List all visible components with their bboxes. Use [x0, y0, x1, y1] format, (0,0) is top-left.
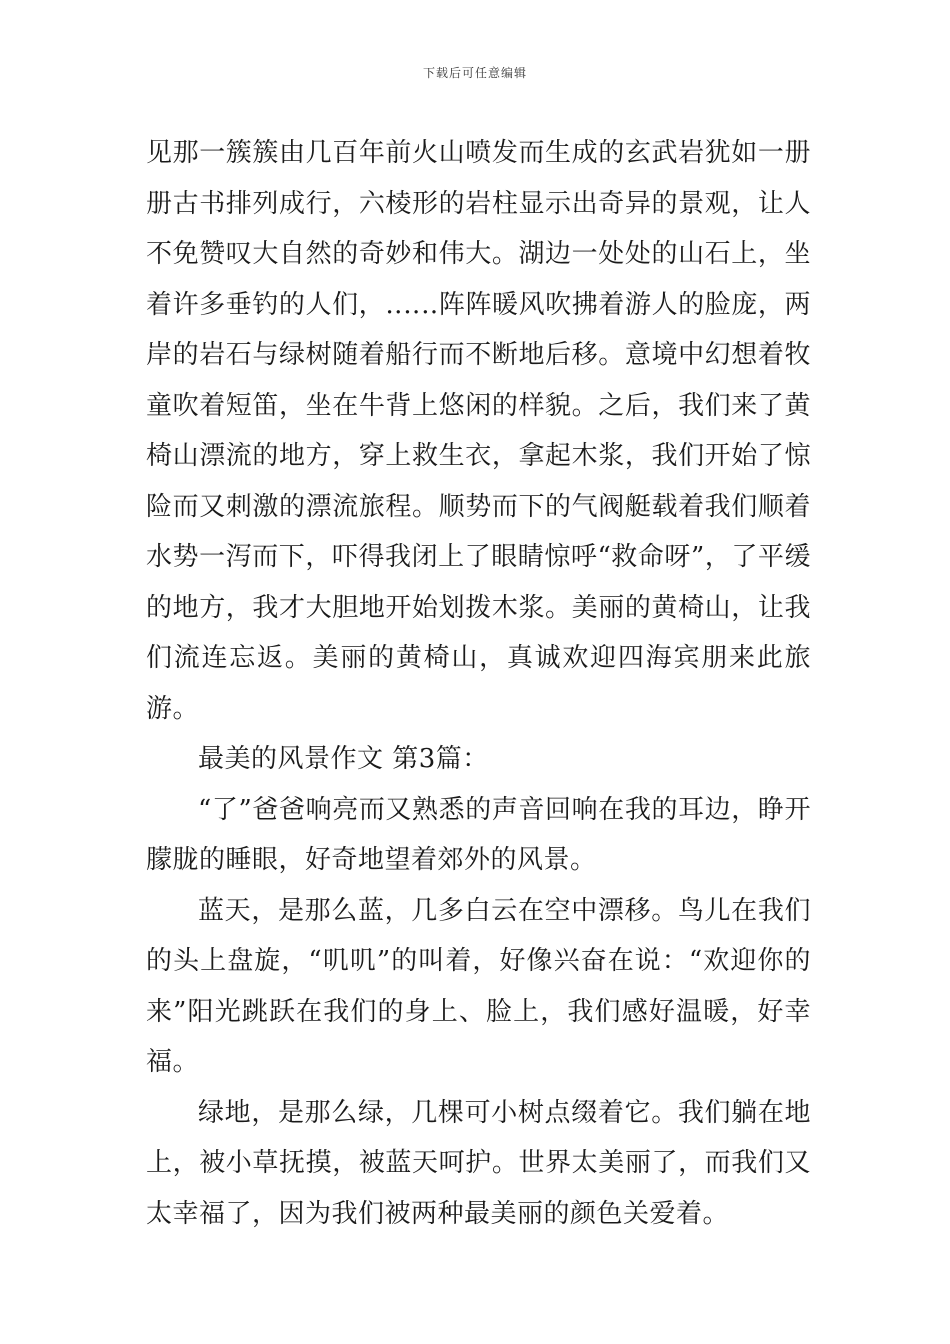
document-body [146, 128, 811, 1239]
paragraph-blue-sky: 蓝天，是那么蓝，几多白云在空中漂移。鸟儿在我们的头上盘旋，“叽叽”的叫着，好像兴奋在说：“欢迎你的来”阳光跳跃在我们的身上、脸上，我们感好温暖，好幸福。 [146, 895, 811, 1077]
section-title: 最美的风景作文 第3篇： [198, 744, 489, 774]
paragraph-dad-voice: “了”爸爸响亮而又熟悉的声音回响在我的耳边，睁开朦胧的睡眼，好奇地望着郊外的风景。 [146, 794, 811, 875]
paragraph-green-land: 绿地，是那么绿，几棵可小树点缀着它。我们躺在地上，被小草抚摸，被蓝天呵护。世界太美丽了，而我们又太幸福了，因为我们被两种最美丽的颜色关爱着。 [146, 1097, 811, 1229]
page-header: 下载后可任意编辑 [422, 66, 527, 80]
paragraph-continuation: 见那一簇簇由几百年前火山喷发而生成的玄武岩犹如一册册古书排列成行，六棱形的岩柱显示出奇异的景观，让人不免赞叹大自然的奇妙和伟大。湖边一处处的山石上，坐着许多垂钓的人们，‥‥‥阵阵暖风吹拂着游人的脸庞，两岸的岩石与绿树随着船行而不断地后移。意境中幻想着牧童吹着短笛，坐在牛背上悠闲的样貌。之后，我们来了黄椅山漂流的地方，穿上救生衣，拿起木浆，我们开始了惊险而又刺激的漂流旅程。顺势而下的气阀艇载着我们顺着水势一泻而下，吓得我闭上了眼睛惊呼“救命呀”，了平缓的地方，我才大胆地开始划拨木浆。美丽的黄椅山，让我们流连忘返。美丽的黄椅山，真诚欢迎四海宾朋来此旅游。 [146, 138, 811, 724]
